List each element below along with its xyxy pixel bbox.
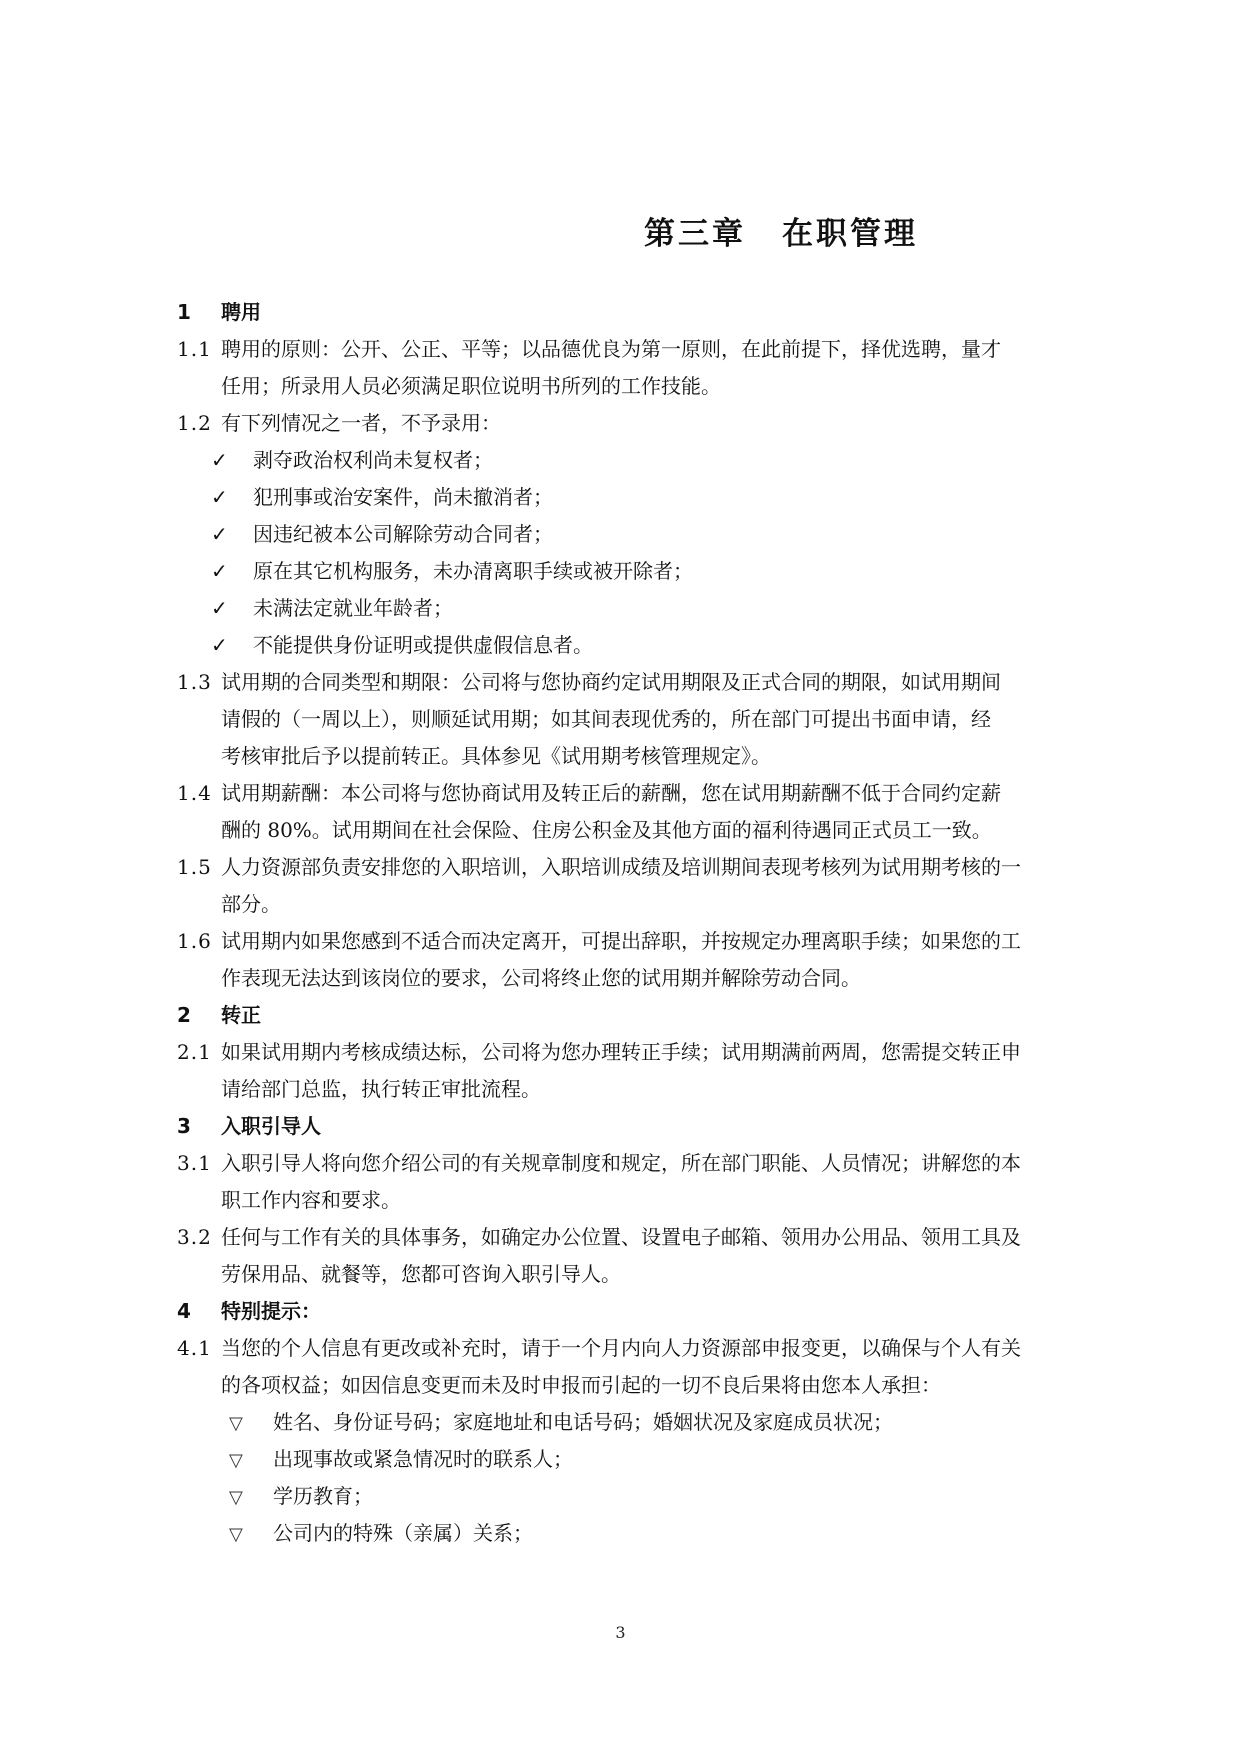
triangle-bullet-icon: ▽ — [229, 1487, 243, 1508]
paragraph-3-1-cont: 职工作内容和要求。 — [221, 1188, 401, 1212]
triangle-bullet-icon: ▽ — [229, 1524, 243, 1545]
paragraph-2-1-cont: 请给部门总监，执行转正审批流程。 — [221, 1077, 541, 1101]
document-body — [177, 294, 1089, 1552]
list-item: ▽ 公司内的特殊（亲属）关系； — [177, 1515, 1089, 1552]
section-heading-1: 1 聘用 — [177, 300, 261, 324]
paragraph-4-1-cont: 的各项权益；如因信息变更而未及时申报而引起的一切不良后果将由您本人承担： — [221, 1373, 941, 1397]
paragraph-3-2: 3.2 任何与工作有关的具体事务，如确定办公位置、设置电子邮箱、领用办公用品、领用工具及 — [177, 1225, 1021, 1249]
paragraph-1-6: 1.6 试用期内如果您感到不适合而决定离开，可提出辞职，并按规定办理离职手续；如果您的工 — [177, 929, 1021, 953]
list-item: ✓ 不能提供身份证明或提供虚假信息者。 — [177, 627, 1089, 664]
chapter-number: 第三章 — [644, 216, 746, 252]
list-item: ▽ 姓名、身份证号码；家庭地址和电话号码；婚姻状况及家庭成员状况； — [177, 1404, 1089, 1441]
list-item: ▽ 出现事故或紧急情况时的联系人； — [177, 1441, 1089, 1478]
checkmark-icon: ✓ — [211, 485, 228, 509]
checkmark-icon: ✓ — [211, 596, 228, 620]
paragraph-1-2: 1.2 有下列情况之一者，不予录用： — [177, 411, 501, 435]
paragraph-3-2-cont: 劳保用品、就餐等，您都可咨询入职引导人。 — [221, 1262, 621, 1286]
triangle-bullet-icon: ▽ — [229, 1413, 243, 1434]
list-item: ✓ 原在其它机构服务，未办清离职手续或被开除者； — [177, 553, 1089, 590]
paragraph-1-1: 1.1 聘用的原则：公开、公正、平等；以品德优良为第一原则，在此前提下，择优选聘，量才 — [177, 337, 1001, 361]
paragraph-1-5-cont: 部分。 — [221, 892, 281, 916]
checkmark-icon: ✓ — [211, 559, 228, 583]
section-heading-3: 3 入职引导人 — [177, 1114, 321, 1138]
triangle-bullet-icon: ▽ — [229, 1450, 243, 1471]
checkmark-icon: ✓ — [211, 448, 228, 472]
section-heading-2: 2 转正 — [177, 1003, 261, 1027]
list-item: ✓ 犯刑事或治安案件，尚未撤消者； — [177, 479, 1089, 516]
chapter-name: 在职管理 — [782, 216, 918, 252]
paragraph-1-4: 1.4 试用期薪酬：本公司将与您协商试用及转正后的薪酬，您在试用期薪酬不低于合同约定薪 — [177, 781, 1001, 805]
paragraph-1-3: 1.3 试用期的合同类型和期限：公司将与您协商约定试用期限及正式合同的期限，如试用期间 — [177, 670, 1001, 694]
chapter-title — [644, 208, 918, 253]
paragraph-1-6-cont: 作表现无法达到该岗位的要求，公司将终止您的试用期并解除劳动合同。 — [221, 966, 861, 990]
list-item: ✓ 剥夺政治权利尚未复权者； — [177, 442, 1089, 479]
section-heading-4: 4 特别提示： — [177, 1299, 321, 1323]
paragraph-1-4-cont: 酬的 80%。试用期间在社会保险、住房公积金及其他方面的福利待遇同正式员工一致。 — [221, 818, 992, 842]
paragraph-2-1: 2.1 如果试用期内考核成绩达标，公司将为您办理转正手续；试用期满前两周，您需提交转正申 — [177, 1040, 1021, 1064]
paragraph-1-5: 1.5 人力资源部负责安排您的入职培训，入职培训成绩及培训期间表现考核列为试用期考核的一 — [177, 855, 1021, 879]
page-number: 3 — [615, 1623, 626, 1642]
paragraph-1-3-cont: 考核审批后予以提前转正。具体参见《试用期考核管理规定》。 — [221, 744, 771, 768]
checkmark-icon: ✓ — [211, 522, 228, 546]
list-item: ✓ 未满法定就业年龄者； — [177, 590, 1089, 627]
paragraph-1-3-cont: 请假的（一周以上），则顺延试用期；如其间表现优秀的，所在部门可提出书面申请，经 — [221, 707, 991, 731]
list-item: ✓ 因违纪被本公司解除劳动合同者； — [177, 516, 1089, 553]
paragraph-4-1: 4.1 当您的个人信息有更改或补充时，请于一个月内向人力资源部申报变更，以确保与个人有关 — [177, 1336, 1021, 1360]
paragraph-1-1-cont: 任用；所录用人员必须满足职位说明书所列的工作技能。 — [221, 374, 721, 398]
checkmark-icon: ✓ — [211, 633, 228, 657]
list-item: ▽ 学历教育； — [177, 1478, 1089, 1515]
paragraph-3-1: 3.1 入职引导人将向您介绍公司的有关规章制度和规定，所在部门职能、人员情况；讲解您的本 — [177, 1151, 1021, 1175]
